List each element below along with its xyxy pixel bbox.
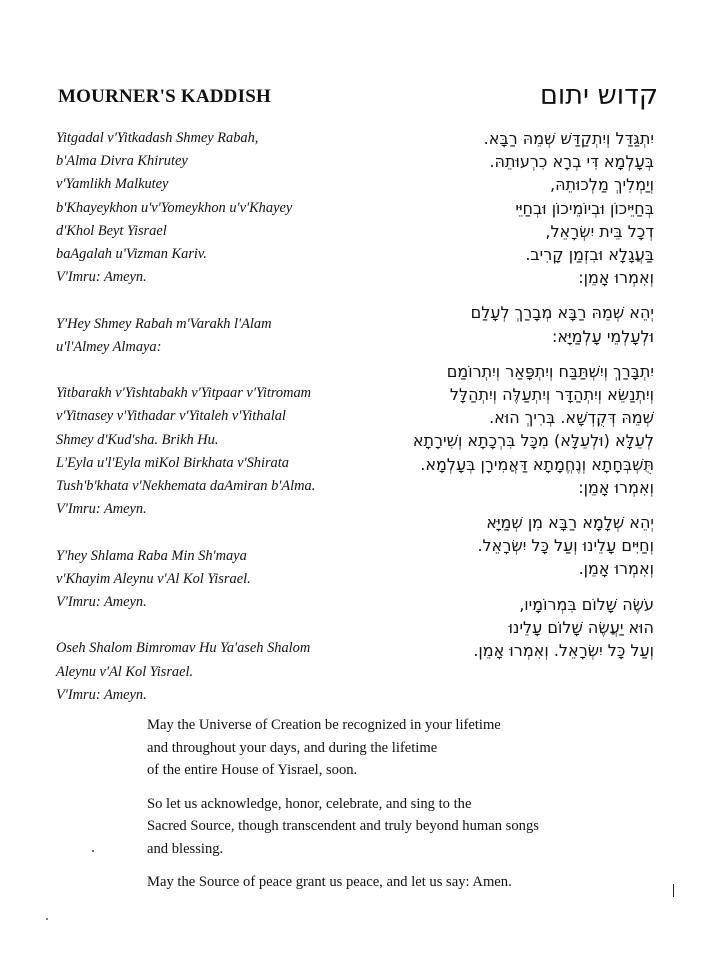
scan-speck <box>92 850 94 852</box>
hebrew-line: יְהֵא שְׁלָמָא רַבָּא מִן שְׁמַיָּא <box>486 513 654 533</box>
hebrew-column <box>324 127 654 662</box>
transliteration-line: V'Imru: Ameyn. <box>56 594 147 611</box>
scan-speck <box>46 918 48 920</box>
transliteration-line: Y'Hey Shmey Rabah m'Varakh l'Alam <box>56 315 272 332</box>
hebrew-stanza <box>324 301 654 347</box>
transliteration-line: b'Alma Divra Khirutey <box>56 153 188 170</box>
translation-line: of the entire House of Yisrael, soon. <box>147 762 358 778</box>
translation-paragraph <box>147 714 587 782</box>
hebrew-line: דְכָל בֵּית יִשְׂרָאֵל, <box>545 221 654 241</box>
transliteration-line: u'l'Almey Almaya: <box>56 338 162 355</box>
transliteration-line: v'Yamlikh Malkutey <box>56 176 169 193</box>
transliteration-line: b'Khayeykhon u'v'Yomeykhon u'v'Khayey <box>56 199 293 216</box>
transliteration-line: Tush'b'khata v'Nekhemata daAmiran b'Alma. <box>56 478 316 495</box>
hebrew-stanza <box>324 127 654 289</box>
translation-line: and blessing. <box>147 840 224 857</box>
transliteration-line: V'Imru: Ameyn. <box>56 269 147 286</box>
transliteration-line: Y'hey Shlama Raba Min Sh'maya <box>56 547 247 564</box>
translation-line: May the Universe of Creation be recognized in your lifetime <box>147 717 501 733</box>
transliteration-line: v'Yitnasey v'Yithadar v'Yitaleh v'Yithalal <box>56 408 286 425</box>
hebrew-line: בְּחַיֵּיכוֹן וּבְיוֹמֵיכוֹן וּבְחַיֵּי <box>515 198 654 218</box>
hebrew-line: וְאִמְרוּ אָמֵן: <box>578 268 654 288</box>
hebrew-line: וְאִמְרוּ אָמֵן: <box>578 477 654 497</box>
hebrew-stanza <box>324 360 654 499</box>
transliteration-line: L'Eyla u'l'Eyla miKol Birkhata v'Shirata <box>56 454 289 471</box>
hebrew-line: וְעַל כָּל יִשְׂרָאֵל. וְאִמְרוּ אָמֵן. <box>473 641 654 661</box>
english-translation <box>147 714 587 894</box>
hebrew-line: יִתְגַּדַּל וְיִתְקַדַּשׁ שְׁמֵהּ רַבָּא. <box>483 129 654 148</box>
hebrew-line: בְּעָלְמָא דִּי בְרָא כִרְעוּתֵהּ. <box>489 152 654 172</box>
translation-line: Sacred Source, though transcendent and truly beyond human songs <box>147 818 539 834</box>
hebrew-line: יִתְבָּרַךְ וְיִשְׁתַּבַּח וְיִתְפָּאַר וְיִתְרוֹמַם <box>446 361 654 381</box>
hebrew-line: תֻּשְׁבְּחָתָא וְנֶחֱמָתָא דַּאֲמִירָן בְּעָלְמָא. <box>420 454 654 474</box>
transliteration-line: Oseh Shalom Bimromav Hu Ya'aseh Shalom <box>56 640 311 657</box>
hebrew-line: וּלְעָלְמֵי עָלְמַיָּא: <box>551 326 654 346</box>
hebrew-line: וְיִתְנַשֵּׂא וְיִתְהַדָּר וְיִתְעַלֶּה וְיִתְהַלָּל <box>449 385 654 405</box>
transliteration-line: Aleynu v'Al Kol Yisrael. <box>56 663 194 680</box>
hebrew-stanza <box>324 593 654 663</box>
hebrew-title: קדוש יתום <box>539 80 658 111</box>
translation-line: and throughout your days, and during the lifetime <box>147 739 438 756</box>
transliteration-line: v'Khayim Aleynu v'Al Kol Yisrael. <box>56 570 251 587</box>
transliteration-line: V'Imru: Ameyn. <box>56 501 147 518</box>
scan-mark <box>673 884 674 897</box>
transliteration-line: Shmey d'Kud'sha. Brikh Hu. <box>56 431 219 448</box>
transliteration-line: d'Khol Beyt Yisrael <box>56 222 167 239</box>
hebrew-line: וְאִמְרוּ אָמֵן. <box>578 559 654 579</box>
transliteration-line: Yitgadal v'Yitkadash Shmey Rabah, <box>56 130 259 146</box>
translation-paragraph <box>147 793 587 861</box>
hebrew-line: עֹשֶׂה שָׁלוֹם בִּמְרוֹמָיו, <box>519 594 654 614</box>
transliteration-line: baAgalah u'Vizman Kariv. <box>56 246 207 263</box>
transliteration-line: V'Imru: Ameyn. <box>56 686 147 703</box>
transliteration-line: Yitbarakh v'Yishtabakh v'Yitpaar v'Yitromam <box>56 385 312 402</box>
hebrew-line: בַּעֲגָלָא וּבִזְמַן קָרִיב. <box>525 245 654 265</box>
hebrew-line: שְׁמֵהּ דְּקֻדְשָׁא. בְּרִיךְ הוּא. <box>489 408 654 428</box>
hebrew-line: יְהֵא שְׁמֵהּ רַבָּא מְבָרַךְ לְעָלַם <box>470 303 654 323</box>
hebrew-line: לְעֵלָּא (וּלְעֵלָּא) מִכָּל בִּרְכָתָא וְשִׁירָתָא <box>412 431 654 451</box>
hebrew-stanza <box>324 511 654 581</box>
translation-line: May the Source of peace grant us peace, and let us say: Amen. <box>147 874 512 890</box>
hebrew-line: הוּא יַעֲשֶׂה שָׁלוֹם עָלֵינוּ <box>508 617 654 637</box>
translation-paragraph <box>147 871 587 894</box>
hebrew-line: וְחַיִּים עָלֵינוּ וְעַל כָּל יִשְׂרָאֵל. <box>477 536 654 556</box>
translation-line: So let us acknowledge, honor, celebrate, and sing to the <box>147 795 472 812</box>
english-title: MOURNER'S KADDISH <box>58 86 271 107</box>
hebrew-line: וְיַמְלִיךְ מַלְכוּתֵהּ, <box>550 175 654 195</box>
